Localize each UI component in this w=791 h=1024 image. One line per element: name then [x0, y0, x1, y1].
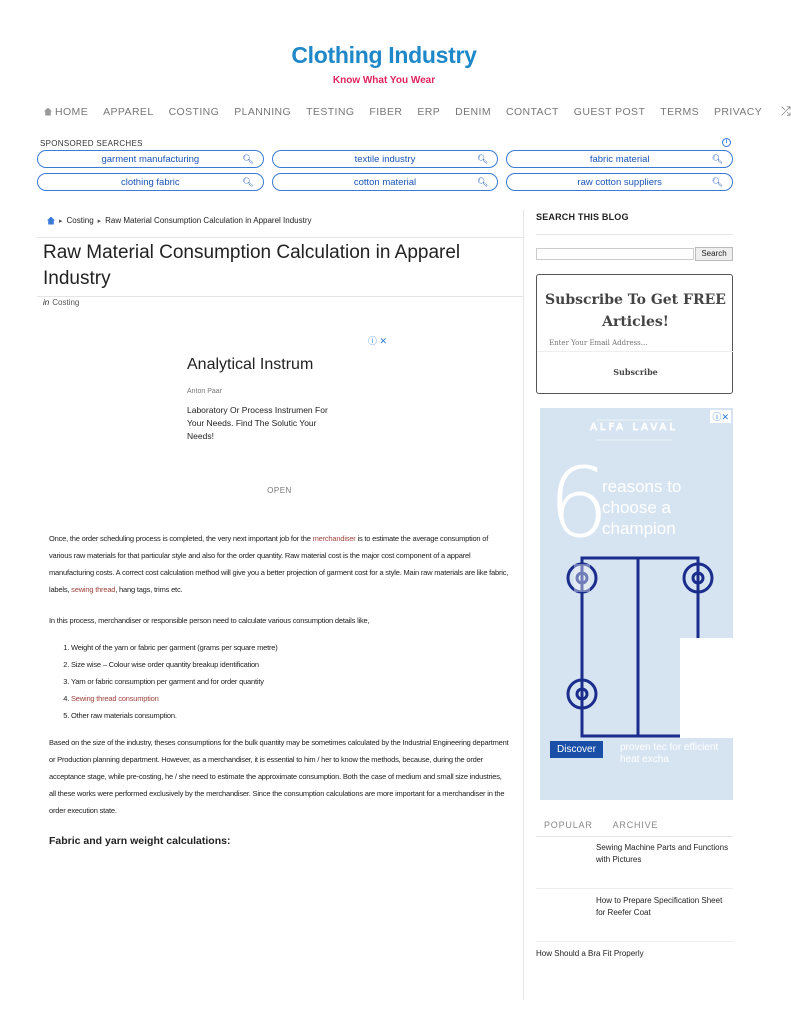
consumption-list [71, 639, 509, 724]
nav-testing[interactable]: TESTING [306, 105, 355, 118]
post-thumbnail[interactable] [536, 895, 586, 933]
chip-cotton-material[interactable]: cotton material 🔍︎ [272, 173, 499, 191]
list-item: 5. Other raw materials consumption. [71, 707, 509, 724]
chevron-right-icon: ▸ [59, 217, 63, 225]
post-category-link[interactable]: Costing [52, 298, 80, 307]
ad-close-icon[interactable]: ⓘ✕ [712, 412, 729, 422]
home-icon [44, 108, 52, 116]
divider [37, 296, 524, 297]
search-icon: 🔍︎ [476, 177, 489, 187]
ad-big-number: 6 [548, 447, 610, 559]
main-nav [44, 104, 791, 119]
ad-open-button[interactable]: OPEN [267, 486, 292, 495]
divider [537, 351, 734, 352]
nav-terms[interactable]: TERMS [660, 105, 700, 118]
ad-info-icon[interactable]: i [722, 138, 731, 147]
divider [536, 941, 733, 942]
subscribe-box [536, 274, 733, 394]
ad-advertiser: Anton Paar [187, 388, 223, 395]
list-item: 2. Size wise – Colour wise order quantity breakup identification [71, 656, 509, 673]
nav-fiber[interactable]: FIBER [369, 105, 403, 118]
article-body [49, 530, 509, 850]
search-icon: 🔍︎ [711, 177, 723, 187]
nav-contact[interactable]: CONTACT [505, 105, 559, 118]
list-item: 1. Weight of the yarn or fabric per garment (grams per square metre) [71, 639, 509, 656]
sidebar-ad[interactable] [540, 408, 733, 800]
nav-guest-post[interactable]: GUEST POST [573, 105, 646, 118]
alfa-laval-logo [592, 418, 676, 446]
main-content [37, 210, 524, 1000]
chevron-right-icon: ▸ [97, 217, 102, 225]
sewing-thread-link[interactable]: sewing thread [71, 585, 116, 594]
site-title[interactable]: Clothing Industry [291, 42, 477, 68]
paragraph: Based on the size of the industry, theses consumptions for the bulk quantity may be sometimes calculated by the Industrial Engineering department or Production planning department. However, as a merchandiser, it is essential to him / her to know the methods, because, during the order acceptance stage, while pre-costing, he / she need to estimate the approximate consumption. Both the case of medium and small size industries, all these works were performed exclusively by the merchandiser. Since the consumption calculations are more important for a merchandiser in the order execution state. [49, 738, 509, 815]
post-meta: in Costing [43, 298, 80, 307]
search-blog-title: SEARCH THIS BLOG [536, 212, 629, 222]
post-title: Raw Material Consumption Calculation in Apparel Industry [43, 242, 461, 289]
search-icon: 🔍︎ [242, 154, 254, 164]
section-heading: Fabric and yarn weight calculations: [49, 835, 231, 847]
blog-search-input[interactable] [536, 248, 694, 260]
divider [536, 234, 733, 235]
tab-popular[interactable]: POPULAR [544, 820, 593, 830]
search-button[interactable]: Search [695, 247, 733, 261]
search-icon: 🔍︎ [711, 154, 723, 164]
search-icon: 🔍︎ [476, 154, 489, 164]
post-thumbnail[interactable] [536, 842, 586, 880]
site-header [0, 42, 768, 86]
ad-overlay-block [680, 638, 740, 738]
divider [536, 836, 733, 837]
ad-description: Laboratory Or Process Instrumen For Your Needs. Find The Solutic Your Needs! [187, 405, 328, 441]
ad-brand-text: ALFA LAVAL [590, 422, 678, 433]
popular-post-title[interactable]: How to Prepare Specification Sheet for Reefer Coat [596, 896, 723, 917]
ad-proven-text: proven tec for efficient heat excha [620, 742, 719, 765]
nav-costing[interactable]: COSTING [168, 105, 220, 118]
nav-privacy[interactable]: PRIVACY [714, 105, 763, 118]
chip-garment-manufacturing[interactable]: garment manufacturing 🔍︎ [37, 150, 264, 168]
nav-denim[interactable]: DENIM [455, 105, 491, 118]
nav-erp[interactable]: ERP [417, 105, 441, 118]
inline-ad[interactable] [187, 328, 387, 503]
nav-apparel[interactable]: APPAREL [103, 105, 154, 118]
email-field[interactable] [549, 339, 699, 347]
list-item [71, 690, 509, 707]
popular-post-title[interactable]: Sewing Machine Parts and Functions with Pictures [596, 843, 729, 864]
sidebar-tabs [544, 820, 658, 830]
merchandiser-link[interactable]: merchandiser [312, 534, 356, 543]
ad-discover-button[interactable]: Discover [550, 741, 603, 758]
divider [536, 888, 733, 889]
popular-post-title[interactable]: How Should a Bra Fit Properly [536, 949, 644, 958]
subscribe-button[interactable]: Subscribe [613, 367, 658, 377]
paragraph: Once, the order scheduling process is completed, the very next important job for the merchandiser is to estimate the average consumption of various raw materials for that particular style and also for the order quantity. Raw material cost is the major cost component of a apparel manufacturing costs. A correct cost calculation method will give you a better projection of garment cost for a style. Main raw materials are like fabric, labels, sewing thread, hang tags, trims etc. [49, 534, 509, 594]
chip-raw-cotton-suppliers[interactable]: raw cotton suppliers 🔍︎ [506, 173, 733, 191]
nav-planning[interactable]: PLANNING [234, 105, 292, 118]
sponsored-search-chips [37, 150, 733, 191]
list-item: 3. Yarn or fabric consumption per garment and for order quantity [71, 673, 509, 690]
chip-textile-industry[interactable]: textile industry 🔍︎ [272, 150, 499, 168]
nav-home[interactable]: HOME [44, 106, 88, 118]
breadcrumb [47, 216, 311, 225]
ad-tagline: reasons to choose a champion [602, 477, 682, 538]
paragraph: In this process, merchandiser or responsible person need to calculate various consumption details like, [49, 616, 370, 625]
breadcrumb-category[interactable]: Costing [66, 216, 94, 225]
ad-close-icon[interactable]: ⓘ ✕ [367, 336, 387, 346]
sponsored-label: SPONSORED SEARCHES [40, 139, 143, 148]
chip-fabric-material[interactable]: fabric material 🔍︎ [506, 150, 733, 168]
ad-headline[interactable]: Analytical Instrum [187, 356, 314, 373]
search-icon: 🔍︎ [242, 177, 254, 187]
shuffle-icon[interactable]: ⤮ [781, 104, 791, 118]
site-tagline: Know What You Wear [332, 75, 436, 86]
home-icon[interactable] [47, 217, 55, 225]
tab-archive[interactable]: ARCHIVE [612, 820, 659, 830]
chip-clothing-fabric[interactable]: clothing fabric 🔍︎ [37, 173, 264, 191]
divider [37, 237, 524, 238]
subscribe-heading: Subscribe To Get FREE Articles! [545, 292, 726, 330]
breadcrumb-current: Raw Material Consumption Calculation in Apparel Industry [105, 216, 312, 225]
sewing-thread-consumption-link[interactable]: Sewing thread consumption [71, 694, 159, 703]
